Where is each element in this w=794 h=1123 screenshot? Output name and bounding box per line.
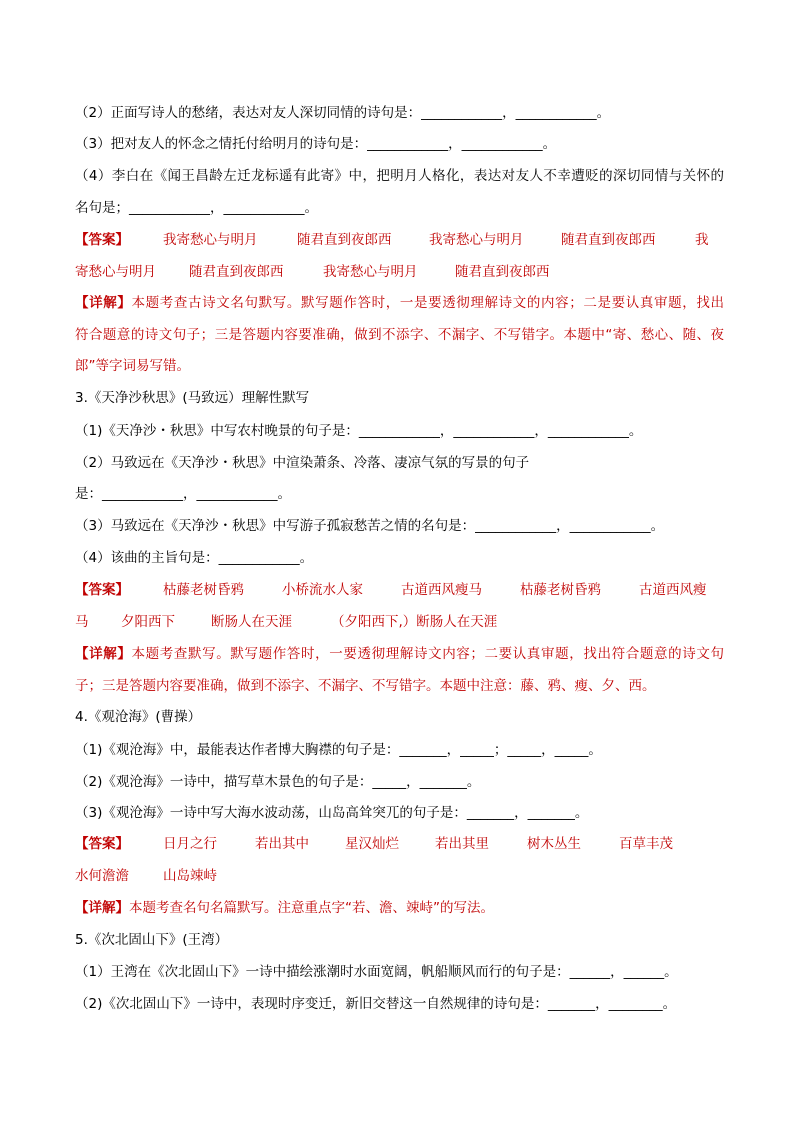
question-4-answer-row1 [75, 834, 724, 854]
detail-label: 【详解】 [75, 646, 132, 662]
answer-item: 日月之行 [163, 836, 217, 852]
answer-item: 马 [75, 614, 89, 630]
question-3-item-2-line1: （2）马致远在《天净沙・秋思》中渲染萧条、冷落、凄凉气氛的写景的句子 [75, 455, 530, 471]
question-3-item-2-line2: 是：____________，____________。 [75, 486, 291, 502]
answer-item: 枯藤老树昏鸦 [520, 582, 601, 598]
question-3-detail-line1: 【详解】本题考查默写。默写题作答时，一要透彻理解诗文内容；二要认真审题，找出符合题意的诗文句 [75, 646, 725, 662]
answer-item: 我寄愁心与明月 [429, 232, 524, 248]
answer-item: 我寄愁心与明月 [323, 264, 418, 280]
answer-item: 随君直到夜郎西 [455, 264, 550, 280]
question-2-item-3: （3）把对友人的怀念之情托付给明月的诗句是：____________，____________。 [75, 136, 557, 152]
question-4-title: 4.《观沧海》(曹操） [75, 709, 202, 725]
detail-label: 【详解】 [75, 295, 132, 311]
answer-item: 若出其里 [435, 836, 489, 852]
detail-label: 【详解】 [75, 900, 129, 916]
answer-item: 星汉灿烂 [345, 836, 399, 852]
question-2-item-2: （2）正面写诗人的愁绪，表达对友人深切同情的诗句是：____________，____________。 [75, 105, 611, 121]
answer-item: 百草丰茂 [619, 836, 673, 852]
answer-item: 古道西风瘦 [639, 582, 707, 598]
answer-item: 树木丛生 [527, 836, 581, 852]
question-3-detail-line2: 子；三是答题内容要准确，做到不添字、不漏字、不写错字。本题中注意：藤、鸦、瘦、夕、西。 [75, 678, 656, 694]
question-5-item-1: （1）王湾在《次北固山下》一诗中描绘涨潮时水面宽阔，帆船顺风而行的句子是：______，______。 [75, 964, 678, 980]
question-2-item-4-line1: （4）李白在《闻王昌龄左迁龙标遥有此寄》中，把明月人格化，表达对友人不幸遭贬的深切同情与关怀的 [75, 168, 724, 184]
question-4-detail-line1: 【详解】本题考查名句名篇默写。注意重点字“若、澹、竦峙”的写法。 [75, 900, 494, 916]
answer-item: （夕阳西下,）断肠人在天涯 [331, 614, 498, 630]
answer-label: 【答案】 [75, 582, 129, 598]
answer-item: 随君直到夜郎西 [561, 232, 656, 248]
answer-item: 水何澹澹 [75, 868, 129, 884]
question-2-detail-line1: 【详解】本题考查古诗文名句默写。默写题作答时，一是要透彻理解诗文的内容；二是要认真审题，找出 [75, 295, 725, 311]
answer-item: 随君直到夜郎西 [297, 232, 392, 248]
question-4-item-3: （3)《观沧海》一诗中写大海水波动荡，山岛高耸突兀的句子是：_______，_______。 [75, 805, 589, 821]
question-2-item-4-line2: 名句是；____________，____________。 [75, 200, 318, 216]
question-3-title: 3.《天净沙秋思》(马致远）理解性默写 [75, 390, 310, 406]
question-2-detail-line3: 郎”等字词易写错。 [75, 358, 190, 374]
question-5-item-2: （2)《次北固山下》一诗中，表现时序变迁，新旧交替这一自然规律的诗句是：_______，________。 [75, 996, 677, 1012]
answer-label: 【答案】 [75, 232, 129, 248]
answer-item: 随君直到夜郎西 [189, 264, 284, 280]
answer-item: 小桥流水人家 [282, 582, 363, 598]
answer-item: 古道西风瘦马 [401, 582, 482, 598]
question-3-item-3: （3）马致远在《天净沙・秋思》中写游子孤寂愁苦之情的名句是：____________，____________。 [75, 518, 665, 534]
answer-item: 断肠人在天涯 [211, 614, 292, 630]
question-2-detail-line2: 符合题意的诗文句子；三是答题内容要准确，做到不添字、不漏字、不写错字。本题中“寄、愁心、随、夜 [75, 327, 724, 343]
answer-item: 我 [695, 232, 709, 248]
question-3-item-1: （1)《天净沙・秋思》中写农村晚景的句子是：____________，____________，____________。 [75, 423, 643, 439]
answer-item: 山岛竦峙 [163, 868, 217, 884]
question-3-answer-row1 [75, 580, 724, 600]
question-3-item-4: （4）该曲的主旨句是：____________。 [75, 550, 314, 566]
answer-item: 若出其中 [255, 836, 309, 852]
answer-item: 我寄愁心与明月 [163, 232, 258, 248]
answer-item: 寄愁心与明月 [75, 264, 156, 280]
answer-item: 夕阳西下 [121, 614, 175, 630]
question-2-answer-row1 [75, 230, 724, 250]
answer-item: 枯藤老树昏鸦 [163, 582, 244, 598]
question-4-item-2: （2)《观沧海》一诗中，描写草木景色的句子是：_____，_______。 [75, 774, 481, 790]
question-5-title: 5.《次北固山下》(王湾） [75, 932, 229, 948]
answer-label: 【答案】 [75, 836, 129, 852]
question-4-item-1: （1)《观沧海》中，最能表达作者博大胸襟的句子是：_______，_____；_____，_____。 [75, 742, 602, 758]
